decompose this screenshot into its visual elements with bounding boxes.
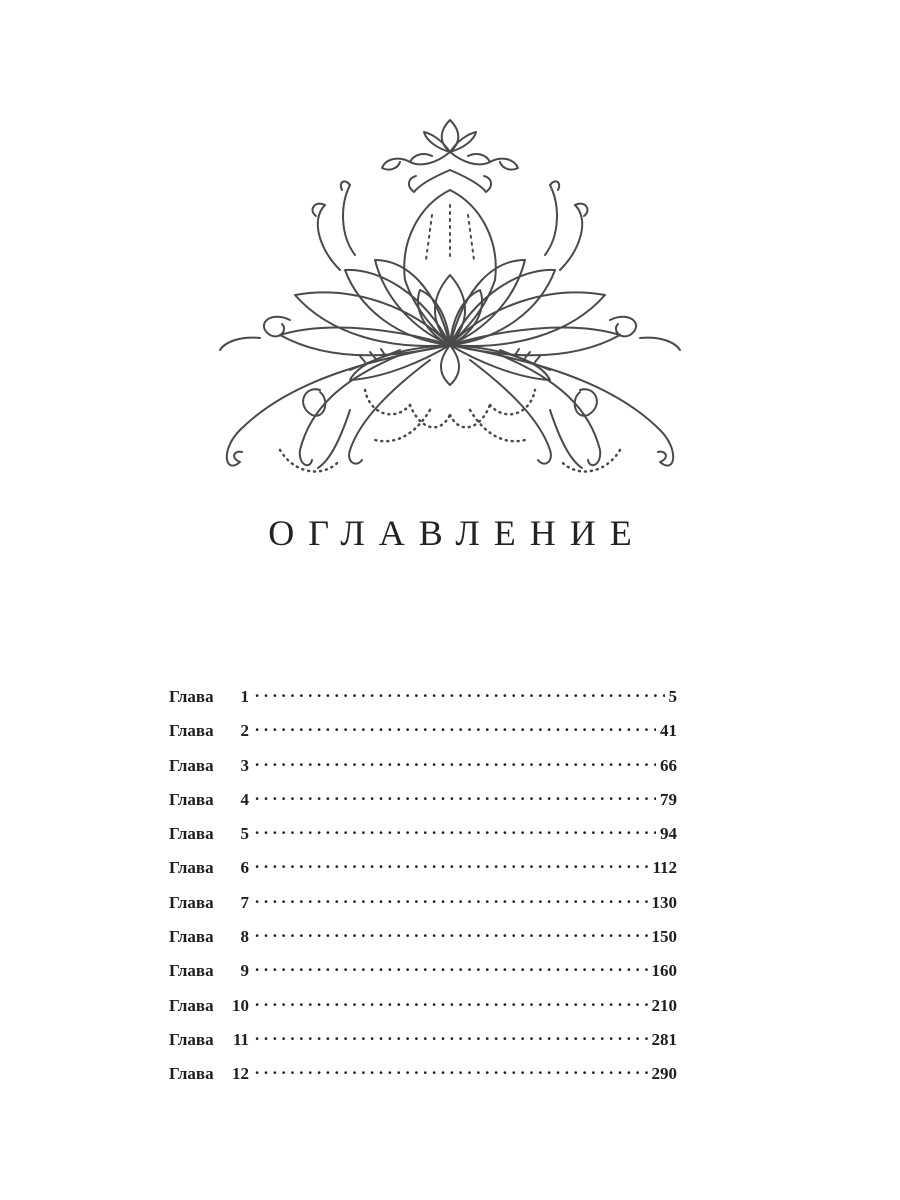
toc-entry[interactable]	[169, 956, 677, 990]
toc-dot-leader	[255, 751, 656, 771]
toc-chapter-number: 12	[232, 1064, 249, 1084]
toc-dot-leader	[255, 956, 648, 976]
toc-chapter-number: 11	[232, 1029, 249, 1049]
toc-dot-leader	[255, 922, 648, 942]
toc-dot-leader	[255, 888, 648, 908]
toc-entry[interactable]	[169, 1025, 677, 1059]
toc-chapter-word: Глава	[169, 755, 214, 775]
toc-page-number: 41	[660, 721, 677, 741]
toc-entry[interactable]	[169, 853, 677, 887]
toc-chapter-word: Глава	[169, 721, 214, 741]
toc-chapter-word: Глава	[169, 961, 214, 981]
toc-chapter-word: Глава	[169, 1064, 214, 1084]
toc-page-number: 79	[660, 789, 677, 809]
toc-dot-leader	[255, 991, 648, 1011]
toc-page-number: 281	[651, 1029, 677, 1049]
toc-entry[interactable]	[169, 682, 677, 716]
toc-entry[interactable]	[169, 1059, 677, 1093]
toc-chapter-word: Глава	[169, 687, 214, 706]
toc-chapter-word: Глава	[169, 995, 214, 1015]
toc-title: ОГЛАВЛЕНИЕ	[268, 513, 646, 553]
toc-page-number: 5	[668, 687, 677, 706]
toc-page-number: 66	[660, 755, 677, 775]
toc-chapter-word: Глава	[169, 892, 214, 912]
toc-entry[interactable]	[169, 751, 677, 785]
toc-dot-leader	[255, 716, 656, 736]
toc-chapter-number: 2	[240, 721, 249, 741]
toc-dot-leader	[255, 819, 656, 839]
toc-chapter-number: 7	[240, 892, 249, 912]
toc-entry[interactable]	[169, 716, 677, 750]
toc-entry[interactable]	[169, 888, 677, 922]
toc-page-number: 210	[651, 995, 677, 1015]
toc-page-number: 94	[660, 824, 677, 844]
lotus-ornament-icon	[200, 110, 700, 490]
toc-chapter-number: 10	[232, 995, 249, 1015]
toc-dot-leader	[255, 1025, 648, 1045]
toc-chapter-number: 4	[240, 789, 249, 809]
toc-chapter-word: Глава	[169, 1029, 214, 1049]
toc-chapter-number: 6	[240, 858, 249, 878]
toc-chapter-word: Глава	[169, 789, 214, 809]
toc-page-number: 150	[651, 927, 677, 947]
toc-dot-leader	[255, 853, 648, 873]
toc-list	[169, 682, 677, 1094]
toc-chapter-word: Глава	[169, 824, 214, 844]
toc-entry[interactable]	[169, 922, 677, 956]
toc-entry[interactable]	[169, 785, 677, 819]
toc-chapter-number: 8	[240, 927, 249, 947]
toc-page-number: 290	[651, 1064, 677, 1084]
toc-page-number: 160	[651, 961, 677, 981]
toc-chapter-number: 9	[240, 961, 249, 981]
toc-chapter-word: Глава	[169, 858, 214, 878]
toc-chapter-number: 5	[240, 824, 249, 844]
toc-dot-leader	[255, 1059, 648, 1079]
toc-chapter-word: Глава	[169, 927, 214, 947]
toc-dot-leader	[255, 785, 656, 805]
toc-page-number: 130	[651, 892, 677, 912]
toc-chapter-number: 3	[240, 755, 249, 775]
toc-chapter-number: 1	[240, 687, 249, 706]
toc-entry[interactable]	[169, 991, 677, 1025]
toc-dot-leader	[255, 682, 665, 702]
toc-entry[interactable]	[169, 819, 677, 853]
toc-page-number: 112	[652, 858, 677, 878]
